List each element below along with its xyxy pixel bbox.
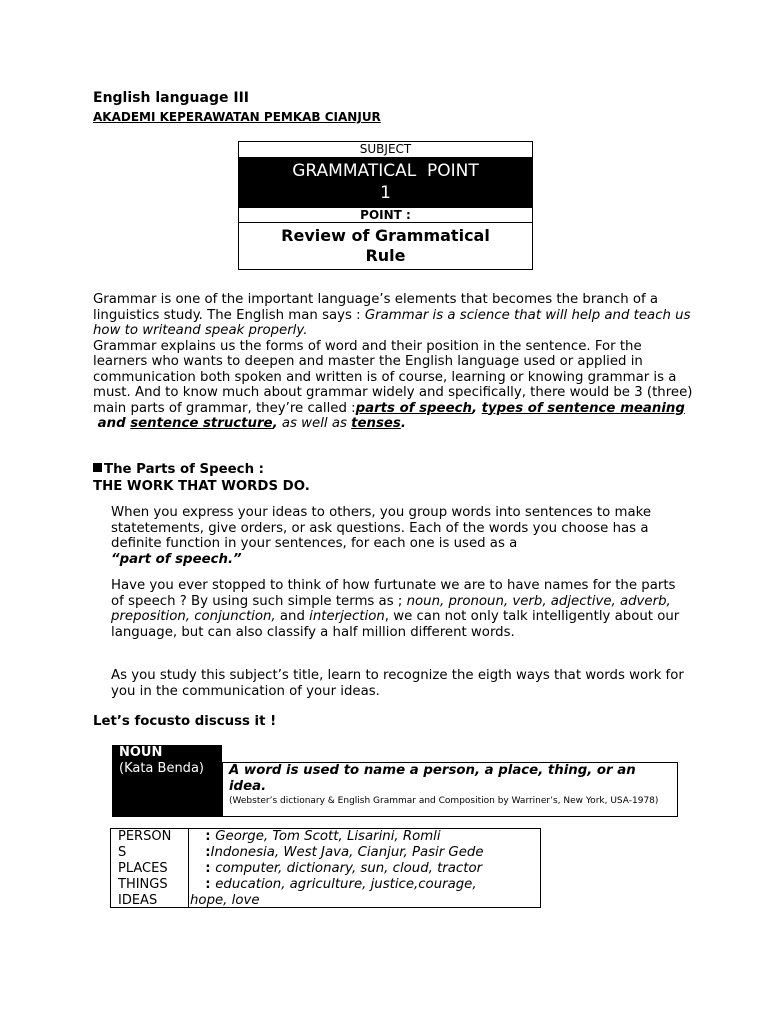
focus-heading: Let’s focusto discuss it ! <box>93 714 277 729</box>
example-row <box>196 829 484 845</box>
point-title-line1: Review of Grammatical <box>281 226 490 245</box>
example-colon: : <box>196 877 216 892</box>
period: . <box>400 416 406 431</box>
example-label: S <box>118 845 127 860</box>
p2-quote: “part of speech.” <box>111 551 242 567</box>
point-title-line2: Rule <box>365 246 406 265</box>
noun-examples-table <box>110 828 541 908</box>
institution-name: AKADEMI KEPERAWATAN PEMKAB CIANJUR <box>93 110 381 124</box>
example-row <box>196 845 484 861</box>
section-subtitle: THE WORK THAT WORDS DO. <box>93 479 310 494</box>
subject-title-line2: 1 <box>380 183 391 203</box>
p3-text-b: , we can not only talk intelligently about our language, but can also classify a half million different words. <box>111 609 680 640</box>
intro-text-1: Grammar is one of the important language’s elements that becomes the branch of a linguistics study. The English man says : <box>93 292 659 323</box>
point-title <box>239 223 532 269</box>
example-value: George, Tom Scott, Lisarini, Romli <box>215 829 441 844</box>
p3-text-a: Have you ever stopped to think of how furtunate we are to have names for the parts of speech ? By using such simple terms as ; <box>111 578 676 609</box>
example-value: Indonesia, West Java, Cianjur, Pasir Gede <box>210 845 484 860</box>
example-value: hope, love <box>190 893 260 908</box>
noun-definition: A word is used to name a person, a place, thing, or an idea. <box>229 763 636 794</box>
example-label: PLACES <box>118 861 168 876</box>
examples-labels-column <box>111 829 189 907</box>
p2-text: When you express your ideas to others, you group words into sentences to make statetements, give orders, or ask questions. Each of the words you choose has a definite function in your sentences, for each one is used as a <box>111 505 652 551</box>
noun-label: NOUN <box>119 745 163 760</box>
example-colon: : <box>196 829 216 844</box>
p3-terms: noun, pronoun, verb, adjective, adverb, preposition, conjunction, <box>111 593 671 624</box>
section-title <box>93 462 264 478</box>
noun-label-box <box>112 745 222 817</box>
as-well-as: as well as <box>277 416 352 431</box>
example-row <box>196 861 484 877</box>
example-value: education, agriculture, justice,courage, <box>215 877 477 892</box>
comma: , <box>471 400 482 416</box>
course-title: English language III <box>93 90 249 106</box>
point-label: POINT : <box>239 207 532 223</box>
example-colon: : <box>196 861 216 876</box>
example-value: computer, dictionary, sun, cloud, tractor <box>215 861 483 876</box>
paragraph-express-ideas <box>111 505 691 567</box>
subject-box <box>238 141 533 270</box>
section-title-text: The Parts of Speech : <box>104 462 264 477</box>
noun-translation: (Kata Benda) <box>119 761 204 776</box>
and-word: and <box>93 416 131 431</box>
comma: , <box>272 416 278 431</box>
paragraph-eight-ways: As you study this subject’s title, learn to recognize the eigth ways that words work for you in the communication of your ideas. <box>111 668 684 699</box>
example-row <box>196 877 484 893</box>
term-types-of-sentence-meaning: types of sentence meaning <box>481 400 685 416</box>
intro-paragraph <box>93 292 693 432</box>
intro-text-2: Grammar explains us the forms of word and their position in the sentence. For the learners who wants to deepen and master the English language used or applied in communication both spoken and written is of course, learning or knowing grammar is a must. And to know much about grammar widely and specifically, there would be 3 (three) main parts of grammar, they’re called : <box>93 338 693 416</box>
example-label: THINGS <box>118 877 168 892</box>
term-parts-of-speech: parts of speech <box>355 400 472 416</box>
subject-title-line1: GRAMMATICAL POINT <box>292 161 479 181</box>
square-bullet-icon <box>93 463 102 472</box>
paragraph-parts-names <box>111 578 691 640</box>
subject-title <box>239 158 532 207</box>
subject-label: SUBJECT <box>239 142 532 158</box>
p3-and: and <box>275 609 310 624</box>
example-row <box>190 893 484 909</box>
examples-values-column <box>190 829 484 909</box>
p3-interjection: interjection <box>309 609 385 624</box>
noun-reference: (Webster’s dictionary & English Grammar and Composition by Warriner’s, New York, USA-1978) <box>229 796 659 806</box>
term-sentence-structure: sentence structure <box>130 416 273 431</box>
example-colon: : <box>196 845 211 860</box>
example-label: IDEAS <box>118 893 158 908</box>
example-label: PERSON <box>118 829 172 844</box>
noun-definition-box <box>222 762 678 817</box>
intro-quote: Grammar is a science that will help and teach us how to writeand speak properly. <box>93 307 691 338</box>
term-tenses: tenses <box>351 416 401 431</box>
